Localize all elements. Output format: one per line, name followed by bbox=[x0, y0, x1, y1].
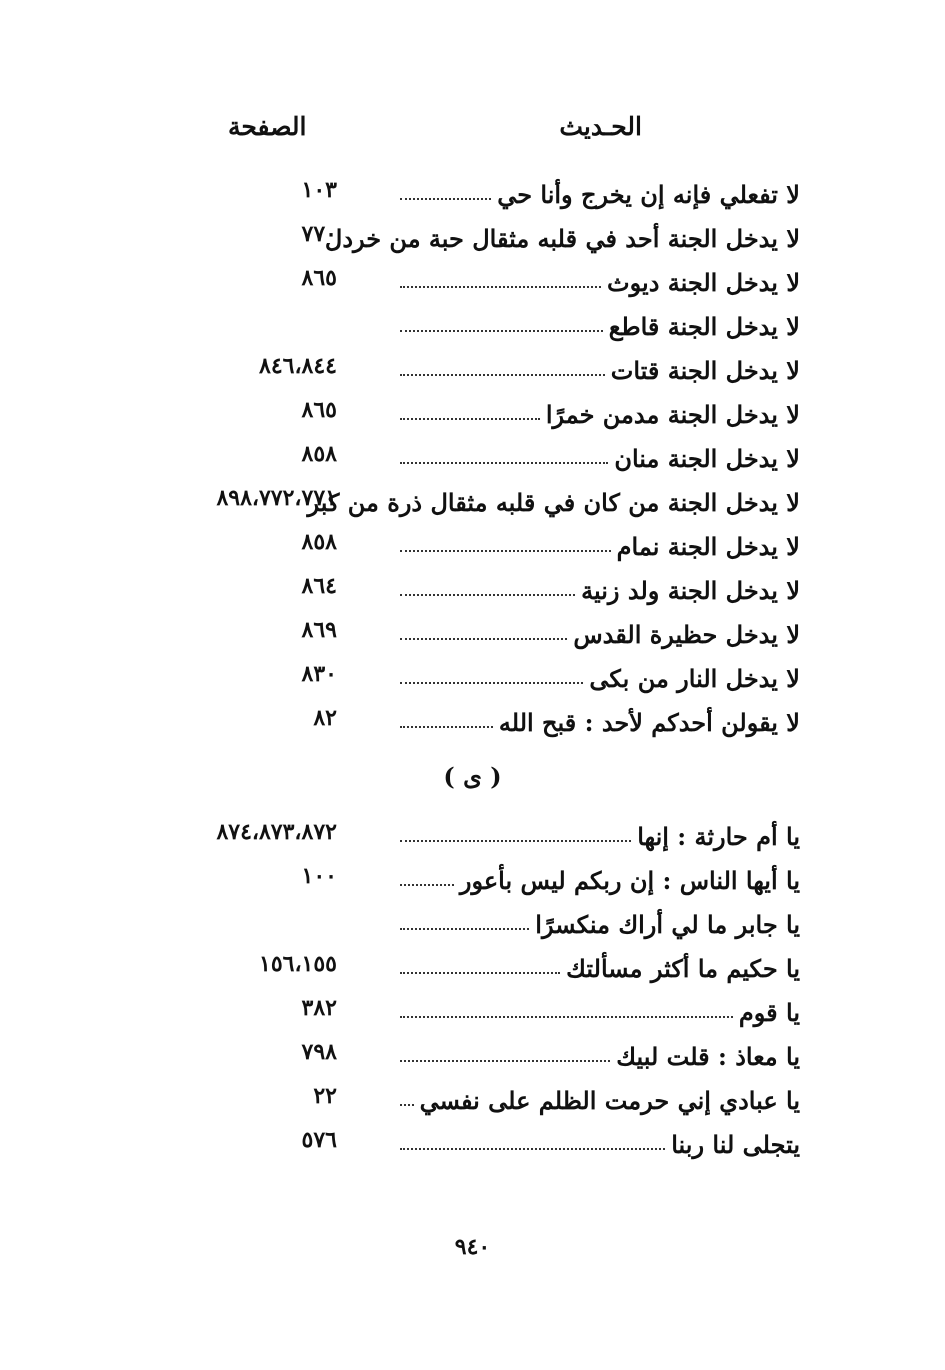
hadith-text: يا جابر ما لي أراك منكسرًا bbox=[535, 910, 800, 940]
page-reference: ٣٨٢ bbox=[301, 995, 337, 1021]
page-reference: ٨٢ bbox=[313, 705, 337, 731]
hadith-cell bbox=[400, 900, 800, 940]
page-reference: ٨٥٨ bbox=[301, 529, 337, 555]
hadith-text: لا يدخل الجنة من كان في قلبه مثقال ذرة من كبر bbox=[307, 488, 800, 518]
hadith-cell bbox=[400, 1076, 800, 1116]
dot-leader bbox=[400, 1016, 733, 1018]
hadith-text: لا تفعلي فإنه إن يخرج وأنا حي bbox=[497, 180, 800, 210]
dot-leader bbox=[400, 638, 567, 640]
index-entry bbox=[0, 988, 945, 1028]
hadith-text: لا يدخل الجنة مدمن خمرًا bbox=[545, 400, 800, 430]
index-entry bbox=[0, 900, 945, 940]
hadith-cell bbox=[400, 346, 800, 386]
hadith-cell bbox=[400, 944, 800, 984]
dot-leader bbox=[400, 1104, 414, 1106]
hadith-text: لا يدخل الجنة قاطع bbox=[608, 312, 800, 342]
hadith-text: يا أم حارثة : إنها bbox=[637, 822, 800, 852]
page-reference: ٥٧٦ bbox=[301, 1127, 337, 1153]
hadith-cell bbox=[400, 258, 800, 298]
hadith-cell bbox=[400, 390, 800, 430]
dot-leader bbox=[400, 682, 583, 684]
page-reference: ٨٦٤ bbox=[301, 573, 337, 599]
hadith-cell bbox=[400, 170, 800, 210]
hadith-cell bbox=[400, 566, 800, 606]
page-reference: ٧٩٨ bbox=[301, 1039, 337, 1065]
hadith-column-header: الحـديث bbox=[559, 112, 642, 141]
page-reference: ٢٢ bbox=[313, 1083, 337, 1109]
page-reference: ٨٩٨،٧٧٢،٧٧١ bbox=[216, 485, 337, 511]
page-reference: ٨٦٥ bbox=[301, 397, 337, 423]
hadith-text: لا يدخل النار من بكى bbox=[589, 664, 800, 694]
dot-leader bbox=[400, 330, 603, 332]
index-entry bbox=[0, 698, 945, 738]
index-entry bbox=[0, 654, 945, 694]
dot-leader bbox=[400, 594, 575, 596]
hadith-cell bbox=[307, 478, 800, 518]
dot-leader bbox=[400, 374, 605, 376]
dot-leader bbox=[400, 726, 493, 728]
hadith-text: لا يدخل الجنة قتات bbox=[610, 356, 800, 386]
index-entry bbox=[0, 566, 945, 606]
hadith-cell bbox=[400, 434, 800, 474]
hadith-cell bbox=[400, 302, 800, 342]
hadith-text: يا قوم bbox=[738, 998, 800, 1028]
hadith-text: يا عبادي إني حرمت الظلم على نفسي bbox=[419, 1086, 800, 1116]
dot-leader bbox=[400, 1060, 610, 1062]
hadith-cell bbox=[324, 214, 800, 254]
hadith-cell bbox=[400, 856, 800, 896]
hadith-cell bbox=[400, 654, 800, 694]
page-reference: ٨٧٤،٨٧٣،٨٧٢ bbox=[216, 819, 337, 845]
hadith-cell bbox=[400, 610, 800, 650]
dot-leader bbox=[400, 286, 601, 288]
hadith-cell bbox=[400, 522, 800, 562]
index-entry bbox=[0, 522, 945, 562]
hadith-text: يا حكيم ما أكثر مسألتك bbox=[566, 954, 800, 984]
index-entry bbox=[0, 214, 945, 254]
index-entry bbox=[0, 856, 945, 896]
index-entry bbox=[0, 302, 945, 342]
hadith-cell bbox=[400, 812, 800, 852]
hadith-text: يتجلى لنا ربنا bbox=[671, 1130, 800, 1160]
page-reference: ١٠٠ bbox=[301, 863, 337, 889]
hadith-text: لا يدخل الجنة أحد في قلبه مثقال حبة من خردل bbox=[324, 224, 800, 254]
page-number: ٩٤٠ bbox=[454, 1234, 491, 1260]
dot-leader bbox=[400, 198, 491, 200]
hadith-text: لا يدخل الجنة نمام bbox=[616, 532, 800, 562]
index-entry bbox=[0, 478, 945, 518]
dot-leader bbox=[400, 840, 631, 842]
index-entry bbox=[0, 258, 945, 298]
hadith-text: لا يدخل الجنة ولد زنية bbox=[581, 576, 800, 606]
page-reference: ٨٦٩ bbox=[301, 617, 337, 643]
hadith-cell bbox=[400, 1120, 800, 1160]
hadith-cell bbox=[400, 1032, 800, 1072]
hadith-cell bbox=[400, 698, 800, 738]
hadith-text: يا أيها الناس : إن ربكم ليس بأعور bbox=[459, 866, 800, 896]
page-reference: ٧٧٠ bbox=[301, 221, 337, 247]
page-reference: ٨٥٨ bbox=[301, 441, 337, 467]
page-reference: ١٠٣ bbox=[301, 177, 337, 203]
index-entry bbox=[0, 346, 945, 386]
hadith-text: لا يقولن أحدكم لأحد : قبح الله bbox=[498, 708, 800, 738]
index-entry bbox=[0, 1032, 945, 1072]
index-entry bbox=[0, 1120, 945, 1160]
index-entry bbox=[0, 610, 945, 650]
hadith-cell bbox=[400, 988, 800, 1028]
dot-leader bbox=[400, 884, 454, 886]
hadith-text: لا يدخل الجنة ديوث bbox=[607, 268, 800, 298]
section-heading-ya: ( ى ) bbox=[443, 762, 502, 791]
dot-leader bbox=[400, 1148, 665, 1150]
page-column-header: الصفحة bbox=[228, 112, 307, 141]
index-entry bbox=[0, 170, 945, 210]
page-reference: ٨٦٥ bbox=[301, 265, 337, 291]
dot-leader bbox=[400, 550, 611, 552]
hadith-text: لا يدخل الجنة منان bbox=[614, 444, 800, 474]
page-reference: ٨٣٠ bbox=[301, 661, 337, 687]
dot-leader bbox=[400, 928, 529, 930]
hadith-text: لا يدخل حظيرة القدس bbox=[573, 620, 800, 650]
page-reference: ١٥٦،١٥٥ bbox=[259, 951, 337, 977]
index-entry bbox=[0, 1076, 945, 1116]
dot-leader bbox=[400, 972, 560, 974]
index-entry bbox=[0, 812, 945, 852]
index-entry bbox=[0, 390, 945, 430]
index-entry bbox=[0, 434, 945, 474]
dot-leader bbox=[400, 462, 608, 464]
dot-leader bbox=[400, 418, 540, 420]
hadith-text: يا معاذ : قلت لبيك bbox=[616, 1042, 800, 1072]
index-entry bbox=[0, 944, 945, 984]
page-reference: ٨٤٦،٨٤٤ bbox=[259, 353, 337, 379]
